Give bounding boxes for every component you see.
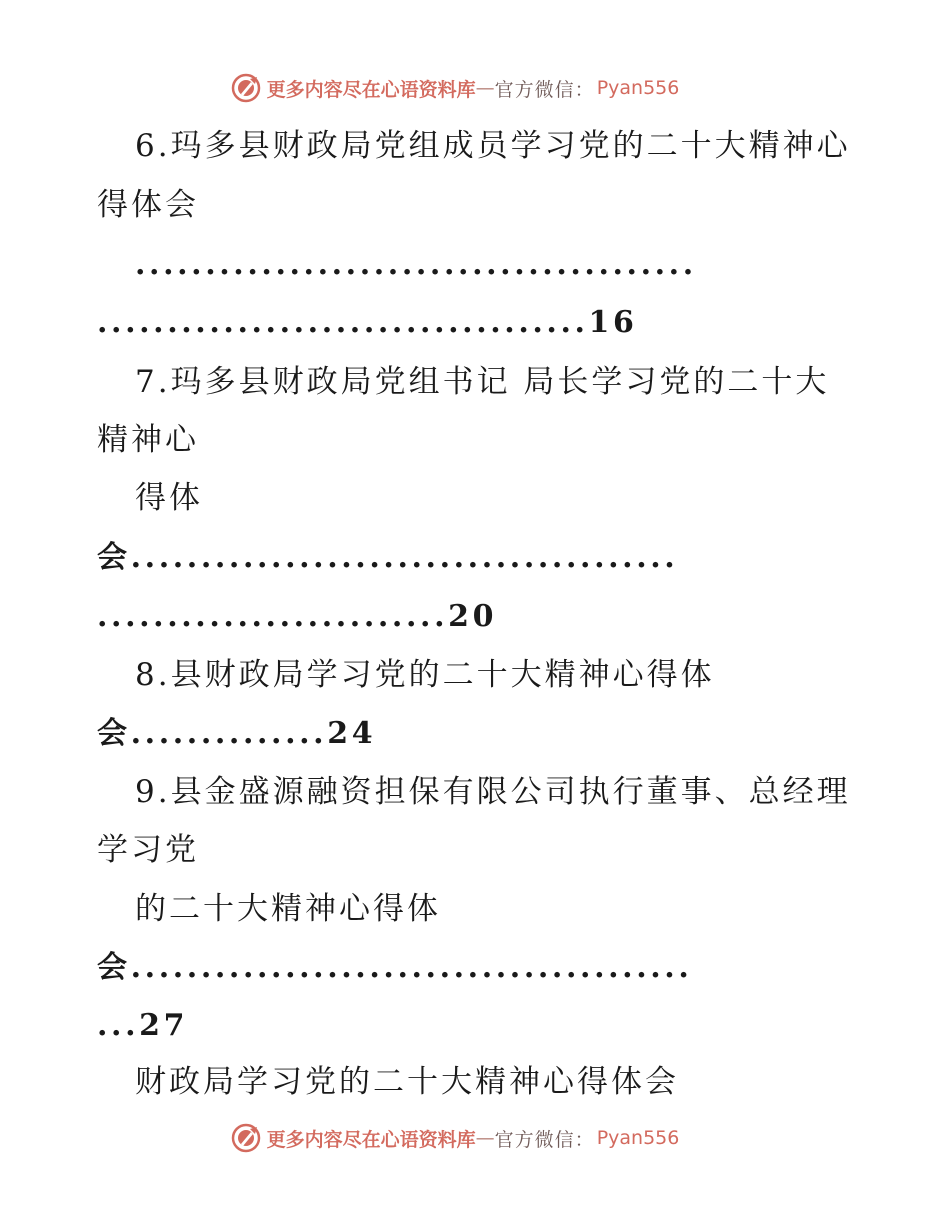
watermark-dash: — bbox=[475, 77, 495, 99]
watermark-text: 更多内容尽在心语资料库 bbox=[266, 78, 476, 101]
watermark-wechat-id: Pyan556 bbox=[596, 1127, 680, 1149]
watermark-wechat-id: Pyan556 bbox=[596, 77, 680, 99]
toc-line-8-page: 会..............24 bbox=[97, 716, 377, 751]
watermark-subtext: 官方微信： bbox=[494, 78, 595, 101]
watermark-dash: — bbox=[475, 1127, 495, 1149]
toc-line-9-leader: 会........................................ bbox=[97, 950, 693, 985]
toc-line-7-title: 7.玛多县财政局党组书记 局长学习党的二十大 bbox=[135, 364, 830, 400]
pen-circle-logo-icon bbox=[231, 73, 261, 103]
toc-line-9-page: ...27 bbox=[97, 1008, 189, 1043]
footer-watermark bbox=[0, 1118, 950, 1158]
toc-line-6-leader: ........................................ bbox=[135, 247, 697, 282]
toc-line-8-title: 8.县财政局学习党的二十大精神心得体 bbox=[135, 657, 715, 693]
toc-line-9-title: 9.县金盛源融资担保有限公司执行董事、总经理 bbox=[135, 774, 851, 810]
toc-line-7-title-cont: 精神心 bbox=[97, 422, 199, 458]
toc-line-6-title-cont: 得体会 bbox=[97, 187, 199, 223]
toc-line-7-page: .........................20 bbox=[97, 599, 498, 634]
toc-line-6-page: ...................................16 bbox=[97, 305, 638, 340]
watermark-subtext: 官方微信： bbox=[494, 1128, 595, 1151]
toc-line-7-title-cont2: 得体 bbox=[135, 480, 203, 516]
toc-line-9-title-cont: 学习党 bbox=[97, 832, 199, 868]
toc-line-9-title-cont2: 的二十大精神心得体 bbox=[135, 891, 441, 927]
toc-line-6-title: 6.玛多县财政局党组成员学习党的二十大精神心 bbox=[135, 128, 851, 164]
toc-line-7-leader: 会....................................... bbox=[97, 540, 679, 575]
section-heading: 财政局学习党的二十大精神心得体会 bbox=[135, 1064, 679, 1100]
header-watermark bbox=[0, 68, 950, 108]
pen-circle-logo-icon bbox=[231, 1123, 261, 1153]
watermark-text: 更多内容尽在心语资料库 bbox=[266, 1128, 476, 1151]
